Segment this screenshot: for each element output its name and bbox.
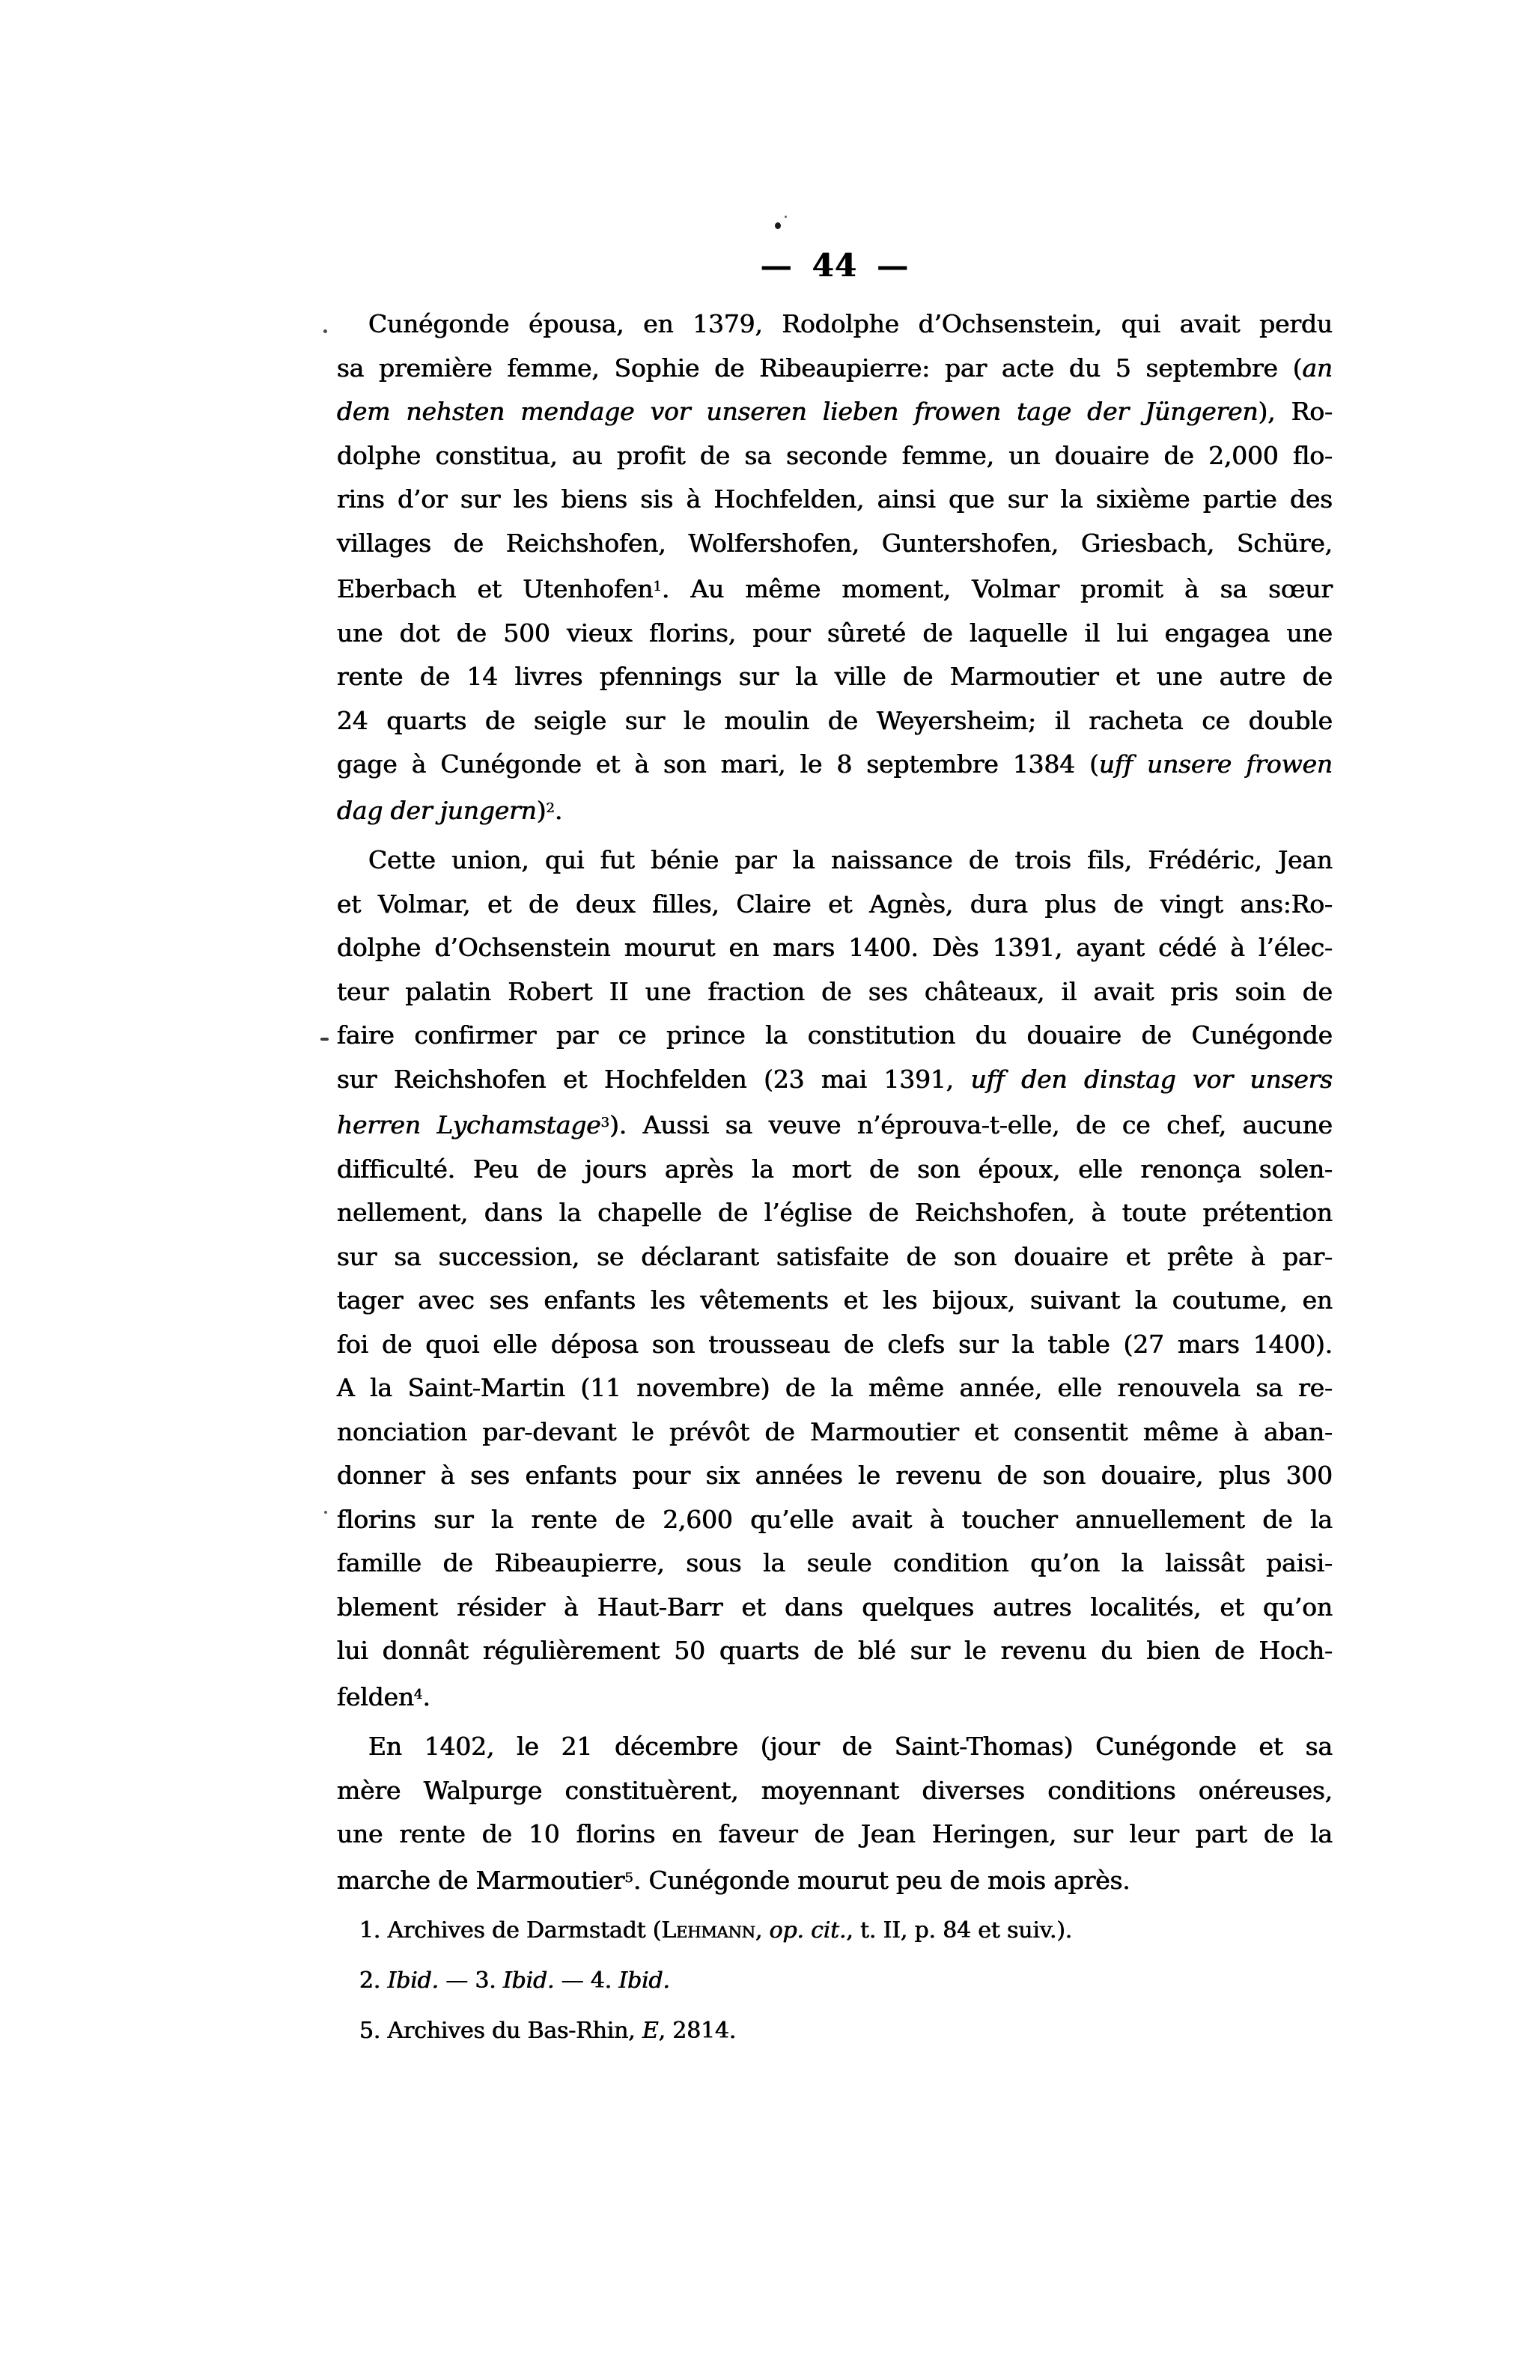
page-number-header <box>337 247 1333 284</box>
text-segment: Ibid. <box>503 1967 555 1994</box>
text-line <box>337 655 1333 699</box>
text-line <box>337 883 1333 927</box>
text-line <box>337 1725 1333 1769</box>
scan-speck <box>775 222 781 229</box>
text-line <box>337 839 1333 883</box>
text-segment: ). Aussi sa veuve n’éprouva-t-elle, de ce chef, aucune <box>609 1110 1333 1140</box>
text-segment: dem nehsten mendage vor unseren lieben frowen tage der Jüngeren <box>337 397 1259 426</box>
text-segment: sa première femme, Sophie de Ribeaupierre: par acte du 5 septembre ( <box>337 353 1303 383</box>
text-segment: , t. II, p. 84 et suiv.). <box>846 1917 1073 1944</box>
text-segment: 5. Archives du Bas-Rhin, <box>359 2018 642 2044</box>
text-segment: famille de Ribeaupierre, sous la seule condition qu’on la laissât paisi- <box>337 1548 1333 1578</box>
text-line <box>337 1191 1333 1235</box>
footnote-marker: 2 <box>546 800 555 816</box>
text-segment: foi de quoi elle déposa son trousseau de clefs sur la table (27 mars 1400). <box>337 1329 1333 1359</box>
text-line <box>337 1148 1333 1192</box>
text-segment: 2. <box>359 1967 388 1994</box>
text-line <box>337 699 1333 743</box>
text-segment: donner à ses enfants pour six années le revenu de son douaire, plus 300 <box>337 1461 1333 1491</box>
text-segment: 1. Archives de Darmstadt ( <box>359 1917 662 1944</box>
paragraph-1 <box>337 302 1333 833</box>
header-dash-right: — <box>877 247 910 284</box>
text-segment: une rente de 10 florins en faveur de Jean Heringen, sur leur part de la <box>337 1819 1333 1849</box>
page-number: 44 <box>812 247 858 284</box>
text-segment: Eberbach et Utenhofen <box>337 574 654 604</box>
text-segment: . Cunégonde mourut peu de mois après. <box>633 1865 1130 1895</box>
text-line <box>337 1410 1333 1455</box>
scan-speck <box>785 216 787 218</box>
text-segment: Ibid. <box>618 1967 670 1994</box>
text-line <box>337 302 1333 347</box>
footnote-marker: 4 <box>414 1686 423 1702</box>
scan-speck <box>323 329 327 333</box>
text-segment: villages de Reichshofen, Wolfershofen, Guntershofen, Griesbach, Schüre, <box>337 528 1333 558</box>
text-segment: lui donnât régulièrement 50 quarts de blé sur le revenu du bien de Hoch- <box>337 1636 1333 1666</box>
text-line <box>337 1366 1333 1410</box>
text-segment: En 1402, le 21 décembre (jour de Saint-Thomas) Cunégonde et sa <box>368 1732 1333 1762</box>
text-segment: marche de Marmoutier <box>337 1865 625 1895</box>
paragraph-3 <box>337 1725 1333 1902</box>
footnote-2 <box>337 1956 1333 2006</box>
text-segment: A la Saint-Martin (11 novembre) de la même année, elle renouvela sa re- <box>337 1373 1333 1403</box>
text-segment: Cette union, qui fut bénie par la naissance de trois fils, Frédéric, Jean <box>368 845 1333 875</box>
text-line <box>337 478 1333 522</box>
text-line <box>337 1586 1333 1630</box>
scan-speck <box>320 1038 329 1041</box>
footnote-3 <box>337 2006 1333 2056</box>
text-segment: rente de 14 livres pfennings sur la ville de Marmoutier et une autre de <box>337 662 1333 692</box>
text-segment: nellement, dans la chapelle de l’église de Reichshofen, à toute prétention <box>337 1198 1333 1228</box>
text-line <box>337 1498 1333 1542</box>
text-segment: nonciation par-devant le prévôt de Marmoutier et consentit même à aban- <box>337 1416 1333 1446</box>
text-line <box>337 1323 1333 1367</box>
text-segment: difficulté. Peu de jours après la mort de son époux, elle renonça solen- <box>337 1154 1333 1184</box>
text-line <box>337 970 1333 1014</box>
text-segment: dolphe constitua, au profit de sa seconde femme, un douaire de 2,000 flo- <box>337 440 1333 470</box>
text-segment: felden <box>337 1681 415 1711</box>
text-segment: faire confirmer par ce prince la constitution du douaire de Cunégonde <box>337 1020 1333 1050</box>
text-segment: tager avec ses enfants les vêtements et les bijoux, suivant la coutume, en <box>337 1285 1333 1315</box>
text-segment: Lehmann <box>661 1917 755 1944</box>
text-segment: , <box>755 1917 770 1944</box>
text-line <box>337 1235 1333 1279</box>
text-segment: teur palatin Robert II une fraction de ses châteaux, il avait pris soin de <box>337 976 1333 1006</box>
body-text <box>337 302 1333 1902</box>
text-line <box>337 787 1333 833</box>
text-line <box>337 1813 1333 1857</box>
header-dash-left: — <box>760 247 793 284</box>
text-line <box>337 926 1333 970</box>
text-segment: gage à Cunégonde et à son mari, le 8 septembre 1384 ( <box>337 749 1099 779</box>
text-segment: une dot de 500 vieux florins, pour sûreté de laquelle il lui engagea une <box>337 618 1333 648</box>
text-segment: an <box>1302 353 1333 383</box>
text-segment: Ibid. <box>387 1967 439 1994</box>
text-line <box>337 1673 1333 1720</box>
footnote-1 <box>337 1905 1333 1956</box>
text-line <box>337 1629 1333 1673</box>
text-segment: op. cit. <box>769 1917 847 1944</box>
text-segment: ), Ro- <box>1258 397 1333 426</box>
text-segment: 24 quarts de seigle sur le moulin de Weyersheim; il racheta ce double <box>337 705 1333 735</box>
text-line <box>337 743 1333 787</box>
text-segment: uff den dinstag vor unsers <box>970 1064 1333 1094</box>
text-line <box>337 347 1333 391</box>
text-line <box>337 390 1333 434</box>
text-segment: herren Lychamstage <box>337 1110 601 1140</box>
text-line <box>337 1857 1333 1903</box>
text-segment: . Au même moment, Volmar promit à sa sœur <box>661 574 1333 604</box>
footnote-marker: 3 <box>600 1115 610 1131</box>
text-segment: dag der jungern <box>337 795 537 825</box>
text-segment: — 3. <box>438 1967 503 1994</box>
paragraph-2 <box>337 839 1333 1719</box>
text-segment: , 2814. <box>658 2018 737 2044</box>
text-segment: et Volmar, et de deux filles, Claire et Agnès, dura plus de vingt ans:Ro- <box>337 889 1333 919</box>
text-line <box>337 1541 1333 1586</box>
text-line <box>337 1058 1333 1102</box>
text-segment: blement résider à Haut-Barr et dans quelques autres localités, et qu’on <box>337 1592 1333 1622</box>
text-line <box>337 1101 1333 1148</box>
footnote-marker: 5 <box>624 1869 633 1886</box>
text-segment: . <box>422 1681 430 1711</box>
text-segment: rins d’or sur les biens sis à Hochfelden, ainsi que sur la sixième partie des <box>337 484 1333 514</box>
footnotes <box>337 1905 1333 2056</box>
footnote-marker: 1 <box>653 579 662 594</box>
text-segment: florins sur la rente de 2,600 qu’elle avait à toucher annuellement de la <box>337 1504 1333 1534</box>
text-line <box>337 1769 1333 1813</box>
text-segment: dolphe d’Ochsenstein mourut en mars 1400. Dès 1391, ayant cédé à l’élec- <box>337 933 1333 963</box>
text-segment: sur Reichshofen et Hochfelden (23 mai 1391, <box>337 1064 971 1094</box>
text-segment: Cunégonde épousa, en 1379, Rodolphe d’Ochsenstein, qui avait perdu <box>368 309 1333 338</box>
text-segment: . <box>555 795 563 825</box>
text-line <box>337 522 1333 566</box>
text-segment: — 4. <box>554 1967 619 1994</box>
text-segment: E <box>642 2018 659 2044</box>
text-line <box>337 612 1333 656</box>
text-line <box>337 1454 1333 1498</box>
text-line <box>337 1014 1333 1058</box>
scan-speck <box>324 1511 327 1514</box>
text-line <box>337 434 1333 478</box>
text-line <box>337 565 1333 612</box>
text-segment: mère Walpurge constituèrent, moyennant diverses conditions onéreuses, <box>337 1775 1333 1805</box>
text-segment: uff unsere frowen <box>1098 749 1333 779</box>
text-segment: ) <box>536 795 547 825</box>
text-segment: sur sa succession, se déclarant satisfaite de son douaire et prête à par- <box>337 1241 1333 1271</box>
text-line <box>337 1279 1333 1323</box>
